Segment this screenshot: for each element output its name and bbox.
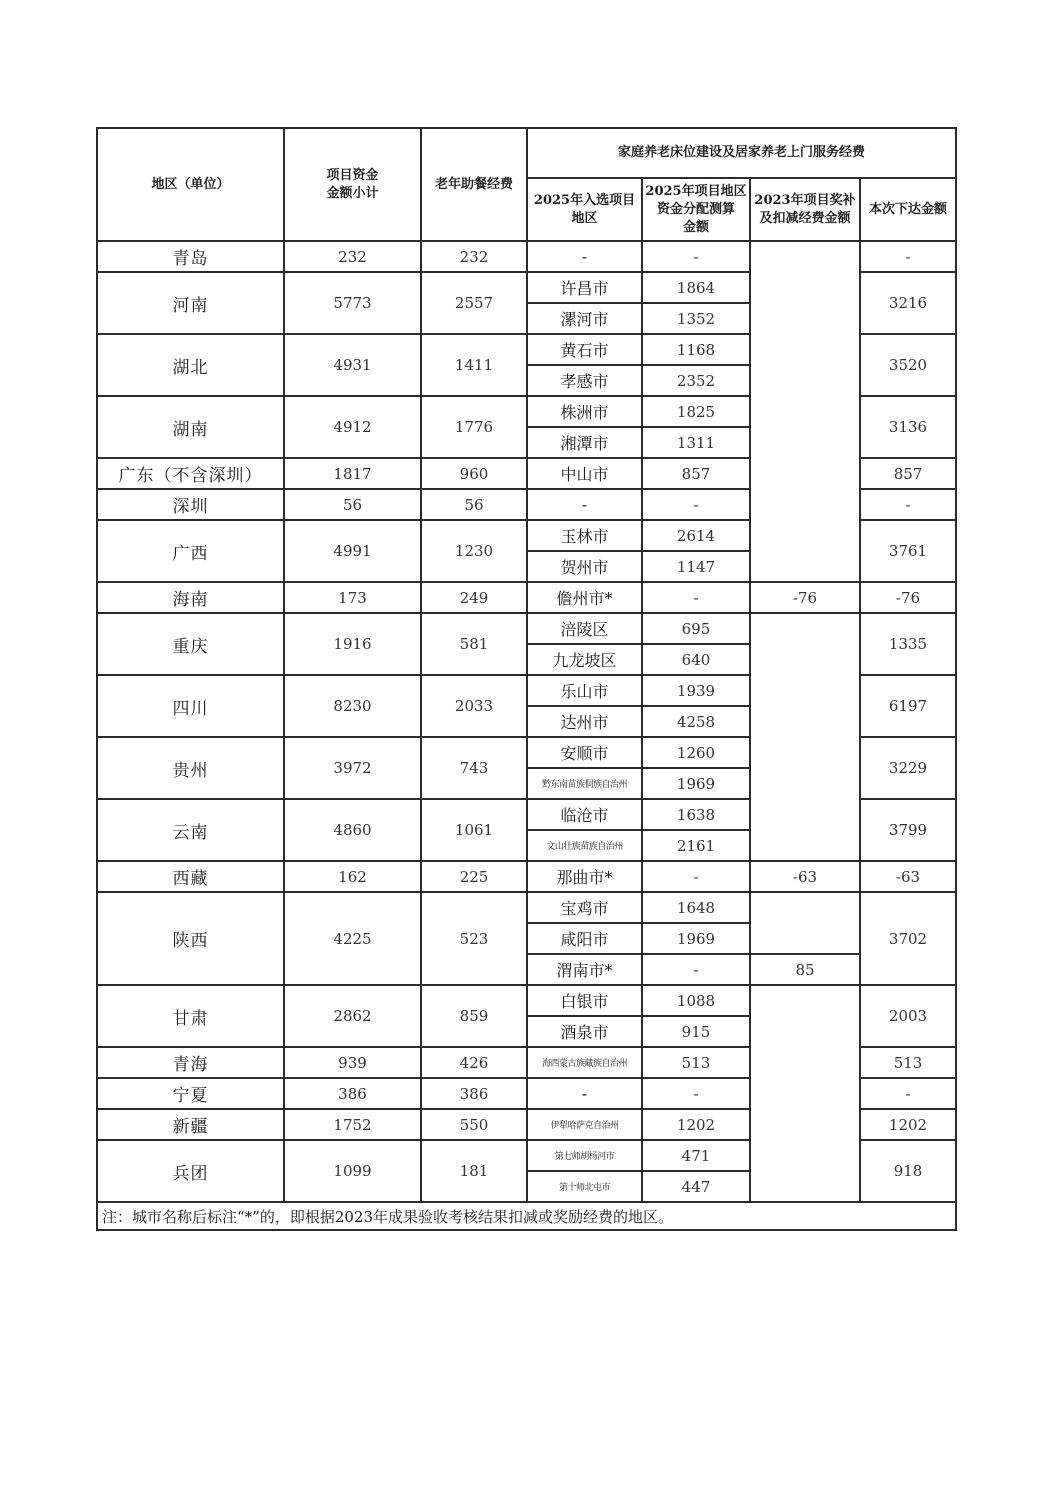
header-group-home-care: 家庭养老床位建设及居家养老上门服务经费: [527, 128, 956, 178]
selected-region-cell: 孝感市: [527, 365, 642, 396]
subtotal-cell: 232: [284, 241, 421, 272]
allocation-amount-cell: -: [642, 582, 750, 613]
allocation-amount-cell: -: [642, 861, 750, 892]
reward-deduction-cell: -63: [750, 861, 860, 892]
header-issued-amount: 本次下达金额: [860, 178, 956, 241]
allocation-amount-cell: -: [642, 1078, 750, 1109]
table-body: [97, 241, 956, 1202]
selected-region-cell: 黄石市: [527, 334, 642, 365]
reward-deduction-cell: 85: [750, 954, 860, 985]
region-cell: 广西: [97, 520, 284, 582]
table-row: [97, 582, 956, 613]
subtotal-cell: 4225: [284, 892, 421, 985]
issued-amount-cell: 1335: [860, 613, 956, 675]
selected-region-cell: 第七师胡杨河市: [527, 1140, 642, 1171]
meal-funds-cell: 386: [421, 1078, 527, 1109]
header-subtotal: 项目资金 金额小计: [284, 128, 421, 241]
selected-region-cell: 中山市: [527, 458, 642, 489]
header-allocation-amount: 2025年项目地区 资金分配测算 金额: [642, 178, 750, 241]
region-cell: 云南: [97, 799, 284, 861]
meal-funds-cell: 181: [421, 1140, 527, 1202]
selected-region-cell: 漯河市: [527, 303, 642, 334]
region-cell: 甘肃: [97, 985, 284, 1047]
meal-funds-cell: 1061: [421, 799, 527, 861]
allocation-amount-cell: 1311: [642, 427, 750, 458]
allocation-amount-cell: 447: [642, 1171, 750, 1202]
issued-amount-cell: -: [860, 1078, 956, 1109]
meal-funds-cell: 232: [421, 241, 527, 272]
allocation-amount-cell: 695: [642, 613, 750, 644]
table-note: 注：城市名称后标注“*”的，即根据2023年成果验收考核结果扣减或奖励经费的地区。: [97, 1202, 956, 1230]
subtotal-cell: 8230: [284, 675, 421, 737]
allocation-amount-cell: 1969: [642, 768, 750, 799]
region-cell: 四川: [97, 675, 284, 737]
allocation-amount-cell: 1825: [642, 396, 750, 427]
selected-region-cell: 安顺市: [527, 737, 642, 768]
issued-amount-cell: 3520: [860, 334, 956, 396]
selected-region-cell: 乐山市: [527, 675, 642, 706]
issued-amount-cell: 3216: [860, 272, 956, 334]
region-cell: 陕西: [97, 892, 284, 985]
subtotal-cell: 4860: [284, 799, 421, 861]
meal-funds-cell: 1411: [421, 334, 527, 396]
reward-deduction-cell: -76: [750, 582, 860, 613]
issued-amount-cell: 3702: [860, 892, 956, 985]
issued-amount-cell: 3229: [860, 737, 956, 799]
subtotal-cell: 4931: [284, 334, 421, 396]
selected-region-cell: 玉林市: [527, 520, 642, 551]
subtotal-cell: 1099: [284, 1140, 421, 1202]
issued-amount-cell: 1202: [860, 1109, 956, 1140]
allocation-amount-cell: -: [642, 489, 750, 520]
region-cell: 兵团: [97, 1140, 284, 1202]
header-selected-regions: 2025年入选项目 地区: [527, 178, 642, 241]
allocation-amount-cell: 915: [642, 1016, 750, 1047]
reward-deduction-cell: [750, 985, 860, 1202]
allocation-amount-cell: 1638: [642, 799, 750, 830]
allocation-amount-cell: 1939: [642, 675, 750, 706]
meal-funds-cell: 56: [421, 489, 527, 520]
allocation-table: [96, 127, 957, 1231]
selected-region-cell: -: [527, 241, 642, 272]
issued-amount-cell: -: [860, 489, 956, 520]
selected-region-cell: 那曲市*: [527, 861, 642, 892]
allocation-amount-cell: 2161: [642, 830, 750, 861]
region-cell: 湖南: [97, 396, 284, 458]
issued-amount-cell: -76: [860, 582, 956, 613]
table-row: [97, 241, 956, 272]
allocation-amount-cell: 2614: [642, 520, 750, 551]
allocation-amount-cell: 1260: [642, 737, 750, 768]
issued-amount-cell: 857: [860, 458, 956, 489]
table-row: [97, 892, 956, 923]
selected-region-cell: 渭南市*: [527, 954, 642, 985]
subtotal-cell: 3972: [284, 737, 421, 799]
issued-amount-cell: 513: [860, 1047, 956, 1078]
selected-region-cell: 临沧市: [527, 799, 642, 830]
subtotal-cell: 386: [284, 1078, 421, 1109]
issued-amount-cell: 3761: [860, 520, 956, 582]
meal-funds-cell: 225: [421, 861, 527, 892]
region-cell: 深圳: [97, 489, 284, 520]
selected-region-cell: 伊犁哈萨克自治州: [527, 1109, 642, 1140]
issued-amount-cell: 918: [860, 1140, 956, 1202]
reward-deduction-cell: [750, 613, 860, 861]
selected-region-cell: 许昌市: [527, 272, 642, 303]
table-row: [97, 861, 956, 892]
subtotal-cell: 1817: [284, 458, 421, 489]
issued-amount-cell: 3799: [860, 799, 956, 861]
allocation-amount-cell: 471: [642, 1140, 750, 1171]
subtotal-cell: 56: [284, 489, 421, 520]
meal-funds-cell: 743: [421, 737, 527, 799]
selected-region-cell: 涪陵区: [527, 613, 642, 644]
allocation-amount-cell: 1088: [642, 985, 750, 1016]
selected-region-cell: -: [527, 1078, 642, 1109]
meal-funds-cell: 1230: [421, 520, 527, 582]
region-cell: 河南: [97, 272, 284, 334]
selected-region-cell: -: [527, 489, 642, 520]
meal-funds-cell: 2557: [421, 272, 527, 334]
allocation-table-sheet: [96, 127, 955, 1231]
issued-amount-cell: 3136: [860, 396, 956, 458]
selected-region-cell: 达州市: [527, 706, 642, 737]
allocation-amount-cell: -: [642, 241, 750, 272]
region-cell: 新疆: [97, 1109, 284, 1140]
reward-deduction-cell: [750, 241, 860, 582]
selected-region-cell: 株洲市: [527, 396, 642, 427]
selected-region-cell: 咸阳市: [527, 923, 642, 954]
region-cell: 贵州: [97, 737, 284, 799]
subtotal-cell: 2862: [284, 985, 421, 1047]
allocation-amount-cell: 1168: [642, 334, 750, 365]
region-cell: 宁夏: [97, 1078, 284, 1109]
region-cell: 海南: [97, 582, 284, 613]
allocation-amount-cell: -: [642, 954, 750, 985]
region-cell: 广东（不含深圳）: [97, 458, 284, 489]
selected-region-cell: 海西蒙古族藏族自治州: [527, 1047, 642, 1078]
selected-region-cell: 酒泉市: [527, 1016, 642, 1047]
selected-region-cell: 文山壮族苗族自治州: [527, 830, 642, 861]
selected-region-cell: 第十师北屯市: [527, 1171, 642, 1202]
meal-funds-cell: 249: [421, 582, 527, 613]
allocation-amount-cell: 4258: [642, 706, 750, 737]
header-meal-funds: 老年助餐经费: [421, 128, 527, 241]
allocation-amount-cell: 1969: [642, 923, 750, 954]
header-region: 地区（单位）: [97, 128, 284, 241]
issued-amount-cell: -: [860, 241, 956, 272]
meal-funds-cell: 550: [421, 1109, 527, 1140]
region-cell: 重庆: [97, 613, 284, 675]
header-reward-deduction: 2023年项目奖补 及扣减经费金额: [750, 178, 860, 241]
subtotal-cell: 4991: [284, 520, 421, 582]
table-row: [97, 613, 956, 644]
subtotal-cell: 173: [284, 582, 421, 613]
issued-amount-cell: 2003: [860, 985, 956, 1047]
allocation-amount-cell: 513: [642, 1047, 750, 1078]
selected-region-cell: 白银市: [527, 985, 642, 1016]
meal-funds-cell: 859: [421, 985, 527, 1047]
issued-amount-cell: 6197: [860, 675, 956, 737]
reward-deduction-cell: [750, 892, 860, 954]
subtotal-cell: 5773: [284, 272, 421, 334]
selected-region-cell: 黔东南苗族侗族自治州: [527, 768, 642, 799]
selected-region-cell: 贺州市: [527, 551, 642, 582]
allocation-amount-cell: 1147: [642, 551, 750, 582]
meal-funds-cell: 960: [421, 458, 527, 489]
table-row: [97, 985, 956, 1016]
selected-region-cell: 宝鸡市: [527, 892, 642, 923]
allocation-amount-cell: 1648: [642, 892, 750, 923]
region-cell: 西藏: [97, 861, 284, 892]
allocation-amount-cell: 1864: [642, 272, 750, 303]
allocation-amount-cell: 857: [642, 458, 750, 489]
allocation-amount-cell: 1352: [642, 303, 750, 334]
subtotal-cell: 1916: [284, 613, 421, 675]
subtotal-cell: 162: [284, 861, 421, 892]
allocation-amount-cell: 1202: [642, 1109, 750, 1140]
meal-funds-cell: 523: [421, 892, 527, 985]
meal-funds-cell: 426: [421, 1047, 527, 1078]
selected-region-cell: 湘潭市: [527, 427, 642, 458]
selected-region-cell: 儋州市*: [527, 582, 642, 613]
region-cell: 湖北: [97, 334, 284, 396]
subtotal-cell: 1752: [284, 1109, 421, 1140]
region-cell: 青海: [97, 1047, 284, 1078]
subtotal-cell: 939: [284, 1047, 421, 1078]
issued-amount-cell: -63: [860, 861, 956, 892]
region-cell: 青岛: [97, 241, 284, 272]
selected-region-cell: 九龙坡区: [527, 644, 642, 675]
meal-funds-cell: 1776: [421, 396, 527, 458]
meal-funds-cell: 581: [421, 613, 527, 675]
meal-funds-cell: 2033: [421, 675, 527, 737]
subtotal-cell: 4912: [284, 396, 421, 458]
allocation-amount-cell: 2352: [642, 365, 750, 396]
allocation-amount-cell: 640: [642, 644, 750, 675]
